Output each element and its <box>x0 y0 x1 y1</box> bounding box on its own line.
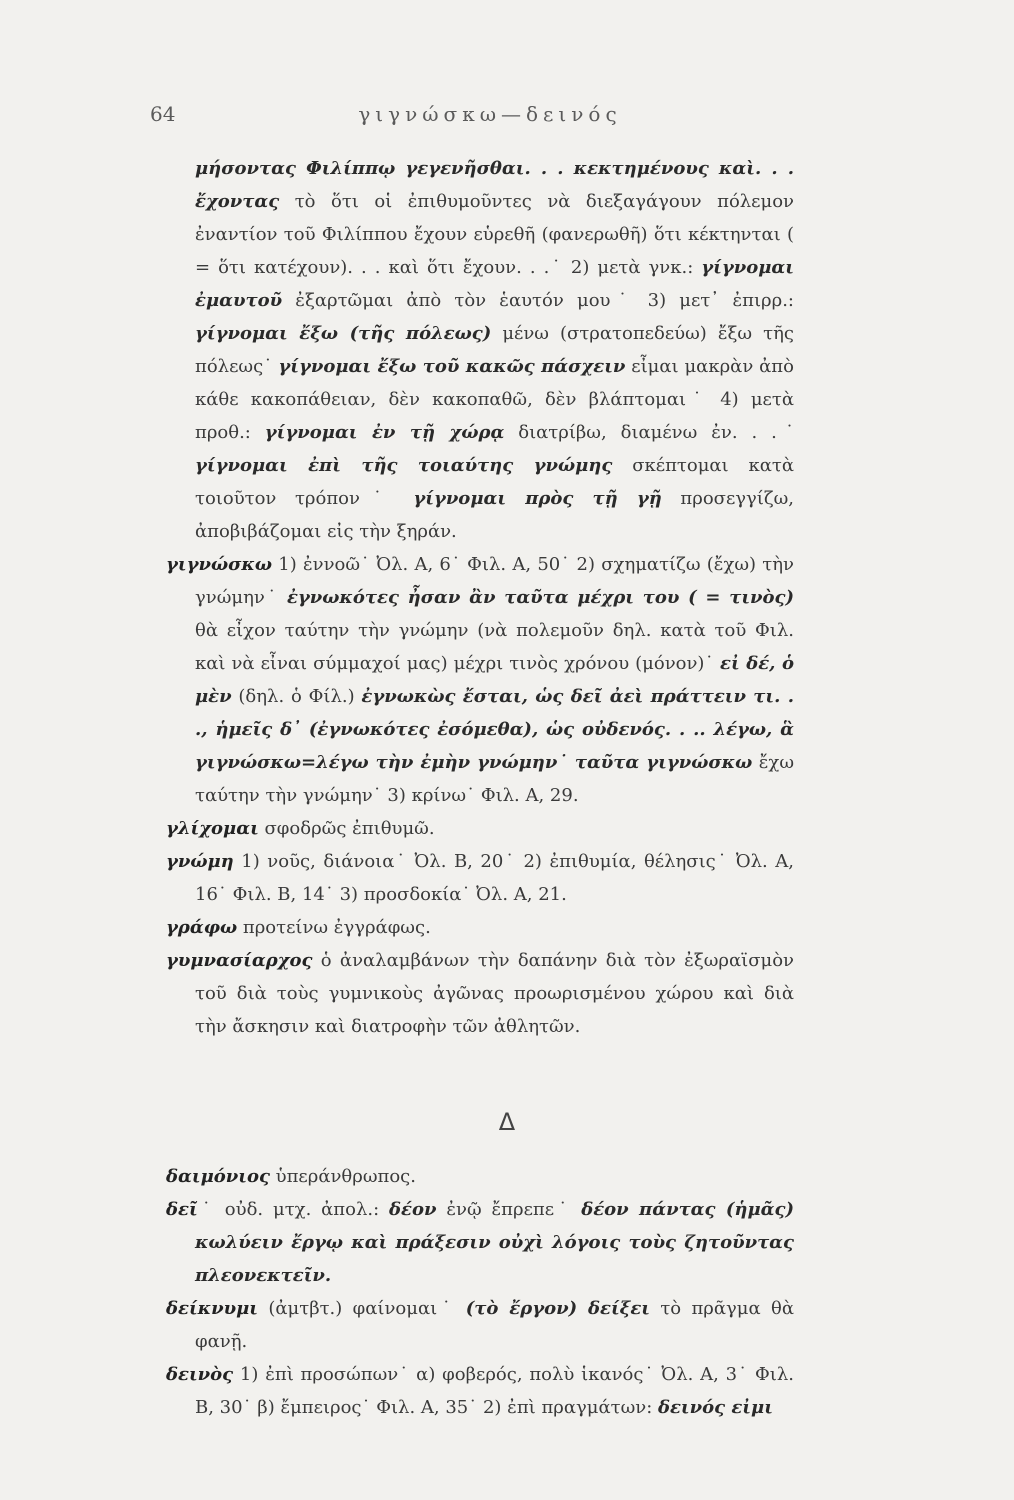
entry-phrase: δέον πάντας (ἡμᾶς) κωλύειν ἔργῳ καὶ πράξεσιν οὐχὶ λόγοις τοὺς ζητοῦντας πλεονεκτεῖν. <box>195 1199 795 1286</box>
entry-text: τὸ πρᾶγμα θὰ φανῇ. <box>195 1298 794 1352</box>
entry-phrase: γίγνομαι ἐν τῇ χώρᾳ <box>264 422 505 443</box>
dictionary-entry <box>166 845 794 911</box>
entries-bottom <box>166 1160 794 1424</box>
entry-phrase: μήσοντας Φιλίππῳ γεγενῆσθαι. . . κεκτημένους καὶ. . . ἔχοντας <box>195 158 794 212</box>
entry-text: (ἀμτβτ.) φαίνομαι˙ <box>258 1298 466 1319</box>
dictionary-entry <box>166 548 794 812</box>
entry-phrase: γίγνομαι ἔξω τοῦ κακῶς πάσχειν <box>278 356 626 377</box>
entry-text: ὁ ἀναλαμβάνων τὴν δαπάνην διὰ τὸν ἐξωραϊσμὸν τοῦ διὰ τοὺς γυμνικοὺς ἀγῶνας προωρισμένου χώρου καὶ διὰ τὴν ἄσκησιν καὶ διατροφὴν τῶν ἀθλητῶν. <box>195 950 794 1037</box>
entry-headword: γνώμη <box>166 851 234 872</box>
entry-phrase: ἐγνωκὼς ἔσται, ὡς δεῖ ἀεὶ πράττειν τι. . ., ἡμεῖς δ᾽ (ἐγνωκότες ἐσόμεθα), ὡς οὐδενός. . .. λέγω, ἃ γιγνώσκω=λέγω τὴν ἐμὴν γνώμην˙ ταῦτα γιγνώσκω <box>195 686 795 773</box>
entry-headword: γυμνασίαρχος <box>166 950 313 971</box>
entry-text: ἐξαρτῶμαι ἀπὸ τὸν ἑαυτόν μου˙ 3) μετ᾽ ἐπιρρ.: <box>282 290 794 311</box>
entry-text: προσεγγίζω, ἀποβιβάζομαι εἰς τὴν ξηράν. <box>195 488 794 542</box>
entry-text: θὰ εἶχον ταύτην τὴν γνώμην (νὰ πολεμοῦν δηλ. κατὰ τοῦ Φιλ. καὶ νὰ εἶναι σύμμαχοί μας) μέχρι τινὸς χρόνου (μόνον)˙ <box>195 620 794 674</box>
entry-text: ˙ οὐδ. μτχ. ἀπολ.: <box>197 1199 390 1220</box>
dictionary-entry <box>166 1160 794 1193</box>
entry-phrase: γίγνομαι πρὸς τῇ γῇ <box>413 488 662 509</box>
page-header <box>150 102 830 136</box>
entry-headword: γιγνώσκω <box>166 554 273 575</box>
entry-phrase: γίγνομαι ἔξω (τῆς πόλεως) <box>195 323 492 344</box>
entry-text: 1) ἐπὶ προσώπων˙ α) φοβερός, πολὺ ἱκανός˙ Ὀλ. Α, 3˙ Φιλ. Β, 30˙ β) ἔμπειρος˙ Φιλ. Α, 35˙ 2) ἐπὶ πραγμάτων: <box>195 1364 794 1418</box>
entry-text: προτείνω ἐγγράφως. <box>237 917 431 938</box>
entry-text: ἔχω ταύτην τὴν γνώμην˙ 3) κρίνω˙ Φιλ. Α, 29. <box>195 752 794 806</box>
entry-headword: γράφω <box>166 917 238 938</box>
entry-phrase: γίγνομαι ἐπὶ τῆς τοιαύτης γνώμης <box>195 455 613 476</box>
entry-headword: δεινὸς <box>166 1364 234 1385</box>
entry-text: 1) ἐννοῶ˙ Ὀλ. Α, 6˙ Φιλ. Α, 50˙ 2) σχηματίζω (ἔχω) τὴν γνώμην˙ <box>195 554 794 608</box>
entries-top <box>166 152 794 1043</box>
dictionary-entry <box>166 812 794 845</box>
entry-text: ἐνῷ ἔπρεπε˙ <box>436 1199 582 1220</box>
entry-phrase: (τὸ ἔργον) δείξει <box>465 1298 650 1319</box>
entry-text: εἶμαι μακρὰν ἀπὸ κάθε κακοπάθειαν, δὲν κακοπαθῶ, δὲν βλάπτομαι˙ 4) μετὰ προθ.: <box>195 356 794 443</box>
dictionary-entry <box>166 1358 794 1424</box>
dictionary-entry <box>166 1193 794 1292</box>
section-letter: Δ <box>498 1108 516 1136</box>
page-number: 64 <box>150 102 176 126</box>
entry-text: σφοδρῶς ἐπιθυμῶ. <box>258 818 435 839</box>
dictionary-entry <box>166 911 794 944</box>
entry-headword: γλίχομαι <box>166 818 259 839</box>
entry-text: ὑπεράνθρωπος. <box>269 1166 416 1187</box>
dictionary-entry <box>166 1292 794 1358</box>
entry-text: μένω (στρατοπεδεύω) ἔξω τῆς πόλεως˙ <box>195 323 794 377</box>
entry-headword: δαιμόνιος <box>166 1166 270 1187</box>
entry-phrase: δεινός εἰμι <box>657 1397 773 1418</box>
entry-text: 1) νοῦς, διάνοια˙ Ὀλ. Β, 20˙ 2) ἐπιθυμία, θέλησις˙ Ὀλ. Α, 16˙ Φιλ. Β, 14˙ 3) προσδοκία˙ Ὀλ. Α, 21. <box>195 851 794 905</box>
entry-text: διατρίβω, διαμένω ἐν. . .˙ <box>504 422 795 443</box>
dictionary-entry <box>166 152 794 548</box>
entry-headword: δεῖ <box>166 1199 198 1220</box>
entry-text: τὸ ὅτι οἱ ἐπιθυμοῦντες νὰ διεξαγάγουν πόλεμον ἐναντίον τοῦ Φιλίππου ἔχουν εὑρεθῆ (φανερωθῆ) ὅτι κέκτηνται ( = ὅτι κατέχουν). . . καὶ ὅτι ἔχουν. . .˙ 2) μετὰ γνκ.: <box>195 191 794 278</box>
entry-phrase: εἰ δέ, ὁ μὲν <box>195 653 794 707</box>
dictionary-entry <box>166 944 794 1043</box>
entry-text: σκέπτομαι κατὰ τοιοῦτον τρόπον˙ <box>195 455 794 509</box>
entry-phrase: δέον <box>389 1199 437 1220</box>
entry-phrase: γίγνομαι ἐμαυτοῦ <box>195 257 794 311</box>
running-head: γιγνώσκω—δεινός <box>358 102 622 126</box>
entry-phrase: ἐγνωκότες ἦσαν ἂν ταῦτα μέχρι του ( = τινὸς) <box>286 587 794 608</box>
entry-text: (δηλ. ὁ Φίλ.) <box>231 686 362 707</box>
entry-headword: δείκνυμι <box>166 1298 259 1319</box>
